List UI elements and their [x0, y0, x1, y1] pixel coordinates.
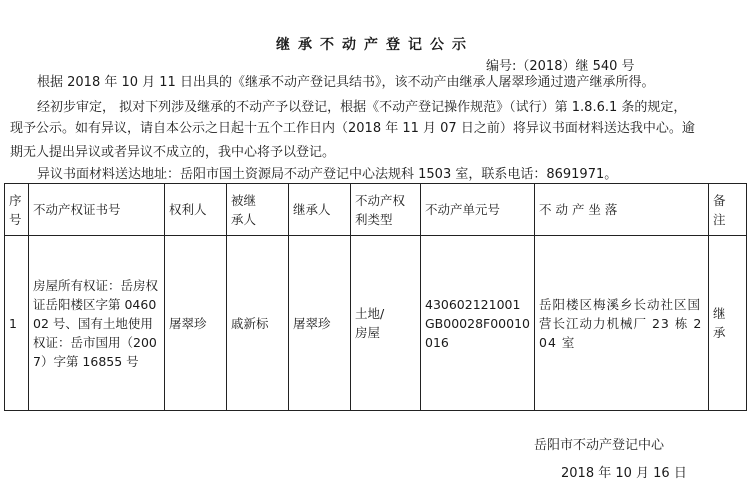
cell-right-type: 土地/房屋	[351, 236, 421, 411]
cell-owner: 屠翠珍	[165, 236, 227, 411]
cell-seq: 1	[5, 236, 29, 411]
paragraph-review-line-3: 期无人提出异议或者异议不成立的，我中心将予以登记。	[10, 145, 336, 160]
table-header-row	[5, 184, 747, 236]
header-location: 不 动 产 坐 落	[535, 184, 709, 236]
notice-title: 继承不动产登记公示	[276, 37, 474, 53]
cell-deceased: 戚新标	[227, 236, 289, 411]
property-table	[4, 183, 747, 411]
header-owner: 权利人	[165, 184, 227, 236]
cell-remark: 继承	[709, 236, 747, 411]
cell-location: 岳阳楼区梅溪乡长动社区国营长江动力机械厂 23 栋 204 室	[535, 236, 709, 411]
header-right-type: 不动产权利类型	[351, 184, 421, 236]
header-remark: 备注	[709, 184, 747, 236]
cell-cert: 房屋所有权证：岳房权证岳阳楼区字第 046002 号、国有土地使用权证：岳市国用（2007）字第 16855 号	[29, 236, 165, 411]
issue-date: 2018 年 10 月 16 日	[561, 466, 687, 481]
cell-unit-no: 430602121001GB00028F00010016	[421, 236, 535, 411]
document-number: 编号:（2018）继 540 号	[486, 59, 635, 74]
header-seq: 序号	[5, 184, 29, 236]
cell-heir: 屠翠珍	[289, 236, 351, 411]
header-deceased: 被继承人	[227, 184, 289, 236]
paragraph-inheritance-basis: 根据 2018 年 10 月 11 日出具的《继承不动产登记具结书》，该不动产由继承人屠翠珍通过遗产继承所得。	[37, 75, 655, 90]
header-heir: 继承人	[289, 184, 351, 236]
table-row	[5, 236, 747, 411]
issuer-signature: 岳阳市不动产登记中心	[534, 438, 665, 453]
header-unit-no: 不动产单元号	[421, 184, 535, 236]
paragraph-review-line-1: 经初步审定， 拟对下列涉及继承的不动产予以登记，根据《不动产登记操作规范》（试行）第 1.8.6.1 条的规定，	[37, 100, 687, 115]
header-cert: 不动产权证书号	[29, 184, 165, 236]
paragraph-review-line-2: 现予公示。如有异议，请自本公示之日起十五个工作日内（2018 年 11 月 07 日之前）将异议书面材料送达我中心。逾	[10, 121, 695, 136]
objection-address: 异议书面材料送达地址：岳阳市国土资源局不动产登记中心法规科 1503 室，联系电话：8691971。	[37, 167, 618, 182]
